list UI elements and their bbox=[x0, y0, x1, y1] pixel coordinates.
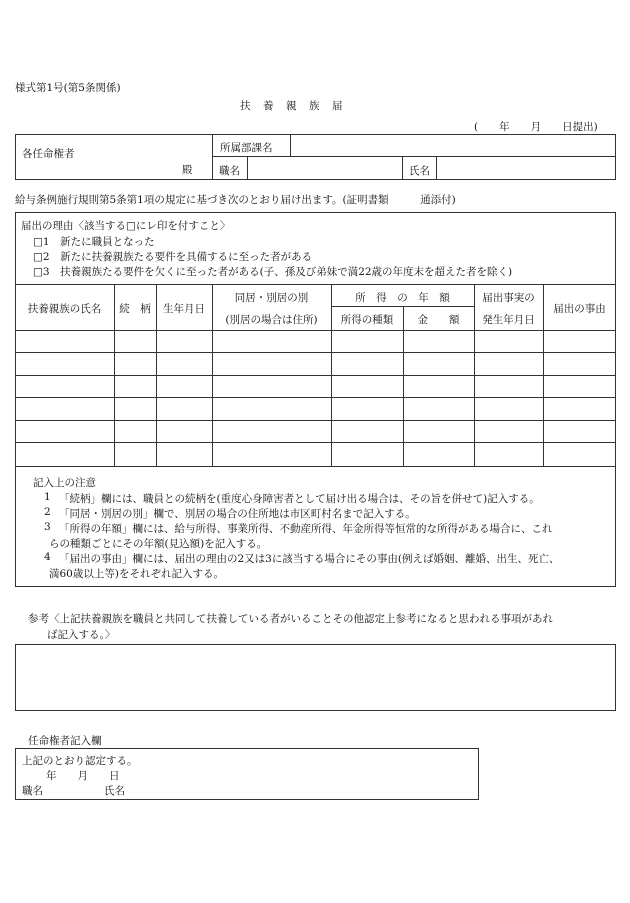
position-field[interactable] bbox=[251, 160, 399, 176]
table-row[interactable] bbox=[16, 376, 615, 397]
note-number: 1 bbox=[44, 491, 51, 503]
col-header-fact-date-2: 発生年月日 bbox=[482, 314, 535, 326]
col-header-birth: 生年月日 bbox=[163, 303, 205, 315]
col-header-income-type: 所得の種類 bbox=[340, 314, 394, 326]
note-text: 「同居・別居の別」欄で、別居の場合の住所地は市区町村名まで記入する。 bbox=[59, 508, 416, 520]
table-row[interactable] bbox=[16, 331, 615, 352]
note-number: 4 bbox=[44, 551, 51, 563]
reason-option-3[interactable]: □3 扶養親族たる要件を欠くに至った者がある(子、孫及び弟妹で満22歳の年度末を超えた者を除く) bbox=[33, 266, 513, 278]
form-number: 様式第1号(第5条関係) bbox=[15, 82, 121, 94]
approval-date: 年 月 日 bbox=[46, 770, 120, 782]
col-header-name: 扶養親族の氏名 bbox=[27, 303, 102, 315]
note-text: 「所得の年額」欄には、給与所得、事業所得、不動産所得、年金所得等恒常的な所得がある場合に、これ bbox=[59, 523, 553, 535]
form-title: 扶 養 親 族 届 bbox=[240, 100, 344, 112]
name-label: 氏名 bbox=[409, 165, 430, 177]
reference-note-continued: ば記入する。〉 bbox=[47, 629, 116, 641]
dept-field[interactable] bbox=[294, 138, 612, 154]
position-label: 職名 bbox=[219, 165, 240, 177]
reason-option-1[interactable]: □1 新たに職員となった bbox=[33, 236, 155, 248]
note-number: 3 bbox=[44, 521, 51, 533]
col-header-income-amount: 金 額 bbox=[417, 314, 460, 326]
reference-note: 参考〈上記扶養親族を職員と共同して扶養している者がいることその他認定上参考になると思われる事項があれ bbox=[28, 613, 553, 625]
intro-statement: 給与条例施行規則第5条第1項の規定に基づき次のとおり届け出ます。(証明書類 通添付) bbox=[15, 194, 456, 206]
name-field[interactable] bbox=[440, 160, 612, 176]
dept-label: 所属部課名 bbox=[220, 142, 273, 154]
note-text-continued: 満60歳以上等)をそれぞれ記入する。 bbox=[49, 568, 224, 580]
col-header-fact-date: 届出事実の bbox=[482, 292, 535, 304]
approver-position-label: 職名 bbox=[22, 785, 43, 797]
note-text: 「続柄」欄には、職員との続柄を(重度心身障害者として届け出る場合は、その旨を併せて)記入する。 bbox=[59, 493, 540, 505]
appointer-heading: 任命権者記入欄 bbox=[28, 735, 102, 747]
reason-option-2[interactable]: □2 新たに扶養親族たる要件を具備するに至った者がある bbox=[33, 251, 313, 263]
reason-heading: 届出の理由〈該当する□にレ印を付すこと〉 bbox=[21, 220, 231, 232]
col-header-income: 所 得 の 年 額 bbox=[355, 292, 450, 304]
reference-field[interactable] bbox=[15, 644, 616, 711]
table-row[interactable] bbox=[16, 353, 615, 375]
note-text: 「届出の事由」欄には、届出の理由の2又は3に該当する場合にその事由(例えば婚姻、離婚、出生、死亡、 bbox=[59, 553, 560, 565]
approver-name-label: 氏名 bbox=[104, 785, 125, 797]
table-row[interactable] bbox=[16, 398, 615, 420]
note-text-continued: らの種類ごとにその年額(見込額)を記入する。 bbox=[49, 538, 268, 550]
table-row[interactable] bbox=[16, 443, 615, 466]
col-header-relation: 続 柄 bbox=[119, 303, 151, 315]
submission-date: ( 年 月 日提出) bbox=[474, 121, 598, 133]
col-header-reason: 届出の事由 bbox=[553, 303, 606, 315]
addressee-label: 各任命権者 bbox=[22, 148, 75, 160]
notes-heading: 記入上の注意 bbox=[33, 477, 96, 489]
table-row[interactable] bbox=[16, 421, 615, 442]
approval-text: 上記のとおり認定する。 bbox=[22, 755, 138, 767]
honorific: 殿 bbox=[182, 164, 193, 176]
note-number: 2 bbox=[44, 506, 51, 518]
col-header-residence: 同居・別居の別 bbox=[234, 292, 309, 304]
col-header-residence-note: (別居の場合は住所) bbox=[225, 314, 318, 326]
